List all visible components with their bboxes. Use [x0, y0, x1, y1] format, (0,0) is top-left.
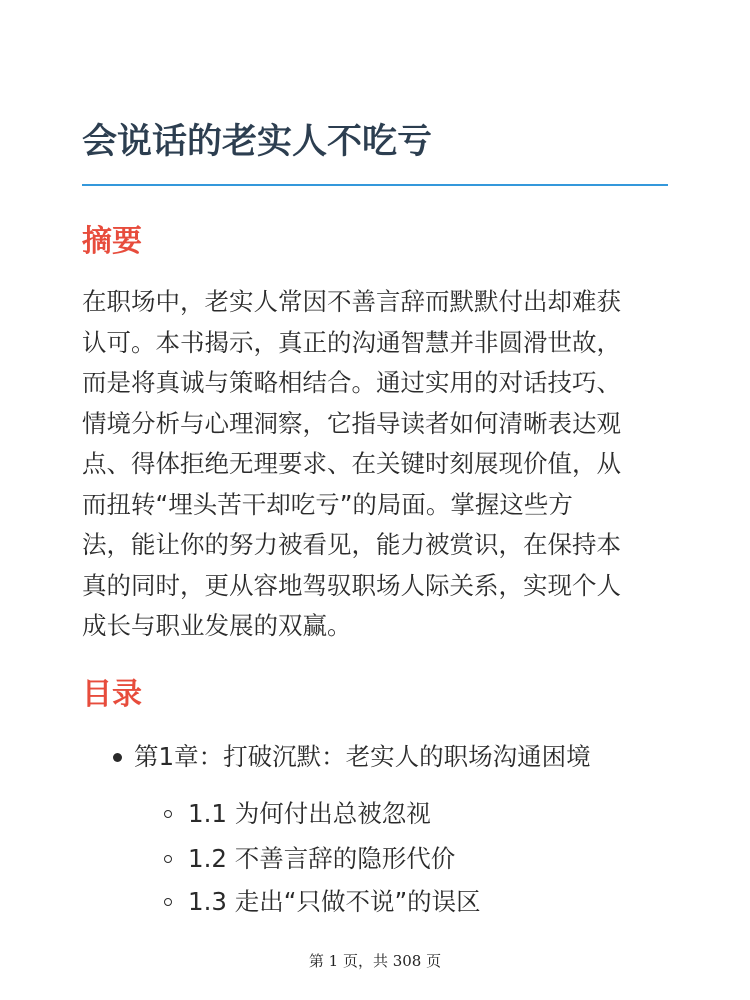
bullet-disc-icon [113, 753, 122, 762]
abstract-line: 法，能让你的努力被看见，能力被赏识，在保持本 [82, 530, 621, 559]
document-title: 会说话的老实人不吃亏 [82, 122, 433, 162]
bullet-circle-icon [164, 898, 172, 906]
abstract-line: 认可。本书揭示，真正的沟通智慧并非圆滑世故， [82, 327, 621, 357]
abstract-line: 真的同时，更从容地驾驭职场人际关系，实现个人 [82, 570, 621, 600]
abstract-line: 而扭转“埋头苦干却吃亏”的局面。掌握这些方 [82, 489, 573, 519]
abstract-line: 点、得体拒绝无理要求、在关键时刻展现价值，从 [82, 449, 621, 478]
abstract-line: 情境分析与心理洞察，它指导读者如何清晰表达观 [82, 408, 621, 438]
abstract-paragraph [82, 282, 672, 647]
toc-section-1-1[interactable]: 1.1 为何付出总被忽视 [188, 799, 431, 828]
page-number-footer: 第 1 页，共 308 页 [308, 952, 442, 970]
toc-section-1-3[interactable]: 1.3 走出“只做不说”的误区 [188, 887, 481, 916]
toc-heading: 目录 [82, 677, 142, 712]
title-divider [82, 184, 668, 186]
abstract-line: 在职场中，老实人常因不善言辞而默默付出却难获 [82, 287, 621, 316]
abstract-heading: 摘要 [82, 224, 142, 259]
toc-section-1-2[interactable]: 1.2 不善言辞的隐形代价 [188, 844, 456, 873]
toc-chapter-1[interactable]: 第1章：打破沉默：老实人的职场沟通困境 [134, 742, 591, 771]
abstract-line: 成长与职业发展的双赢。 [82, 611, 352, 640]
bullet-circle-icon [164, 810, 172, 818]
bullet-circle-icon [164, 855, 172, 863]
abstract-line: 而是将真诚与策略相结合。通过实用的对话技巧、 [82, 368, 621, 397]
